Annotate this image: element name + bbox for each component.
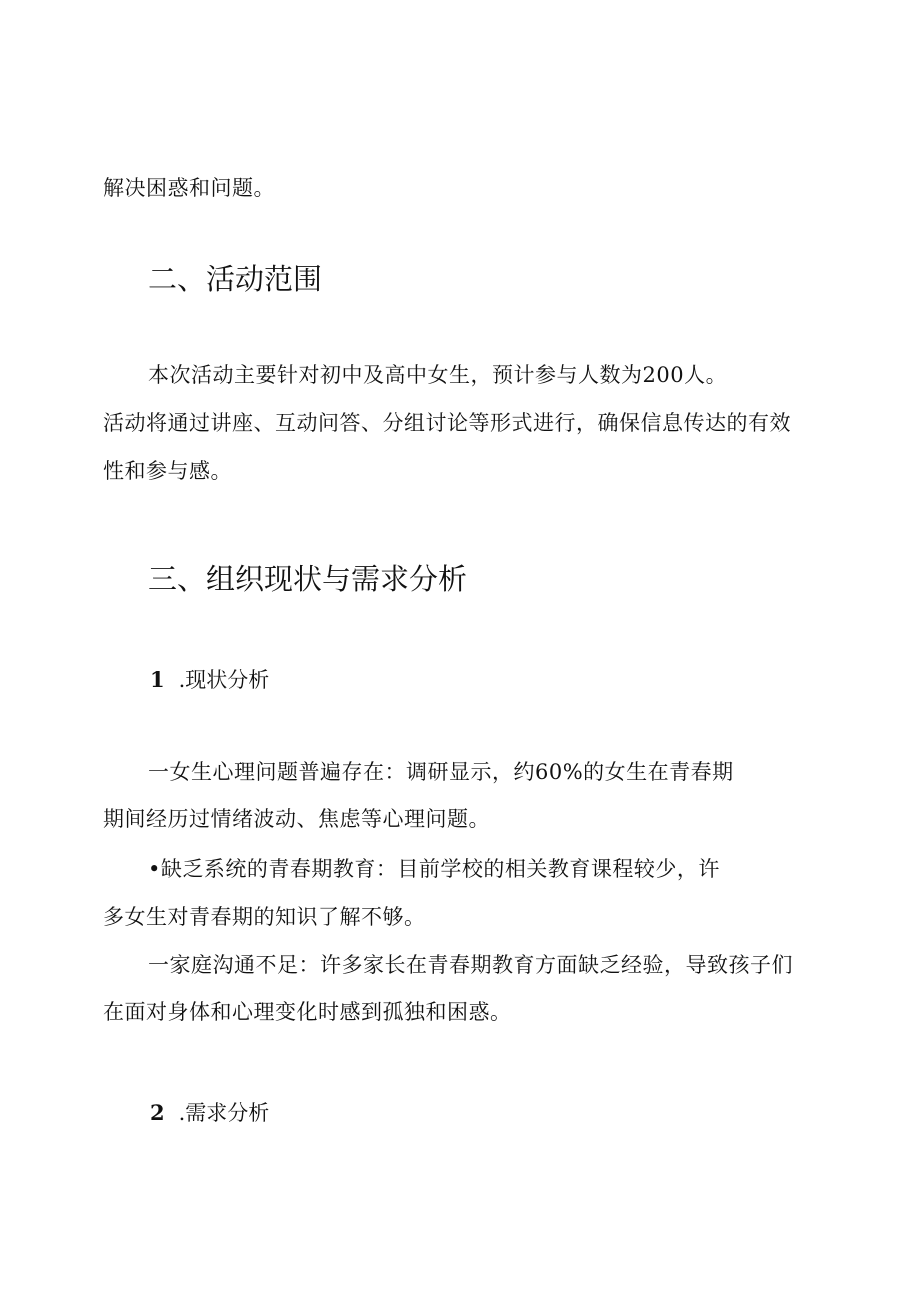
paragraph-format-line-2: 性和参与感。 — [103, 459, 232, 483]
paragraph-scope-line: 本次活动主要针对初中及高中女生，预计参与人数为200人。 — [148, 363, 728, 387]
subheading-label: .需求分析 — [178, 1101, 270, 1125]
list-item-3-line-2: 在面对身体和心理变化时感到孤独和困惑。 — [103, 1000, 512, 1024]
subheading-status-analysis — [150, 666, 269, 694]
list-item-2-line-1: •缺乏系统的青春期教育：目前学校的相关教育课程较少，许 — [148, 857, 720, 881]
list-item-3-line-1: 一家庭沟通不足：许多家长在青春期教育方面缺乏经验，导致孩子们 — [148, 953, 793, 977]
list-item-1-line-1: 一女生心理问题普遍存在：调研显示，约60%的女生在青春期 — [148, 760, 734, 784]
subheading-number: 2 — [150, 1100, 165, 1125]
list-item-2-line-2: 多女生对青春期的知识了解不够。 — [103, 905, 426, 929]
subheading-number: 1 — [150, 667, 165, 692]
subheading-label: .现状分析 — [178, 668, 270, 692]
paragraph-tail: 解决困惑和问题。 — [103, 176, 275, 200]
section-heading-analysis: 三、组织现状与需求分析 — [148, 562, 468, 596]
section-heading-scope: 二、活动范围 — [148, 262, 323, 296]
subheading-needs-analysis — [150, 1099, 269, 1127]
list-item-1-line-2: 期间经历过情绪波动、焦虑等心理问题。 — [103, 807, 490, 831]
paragraph-format-line-1: 活动将通过讲座、互动问答、分组讨论等形式进行，确保信息传达的有效 — [103, 411, 791, 435]
